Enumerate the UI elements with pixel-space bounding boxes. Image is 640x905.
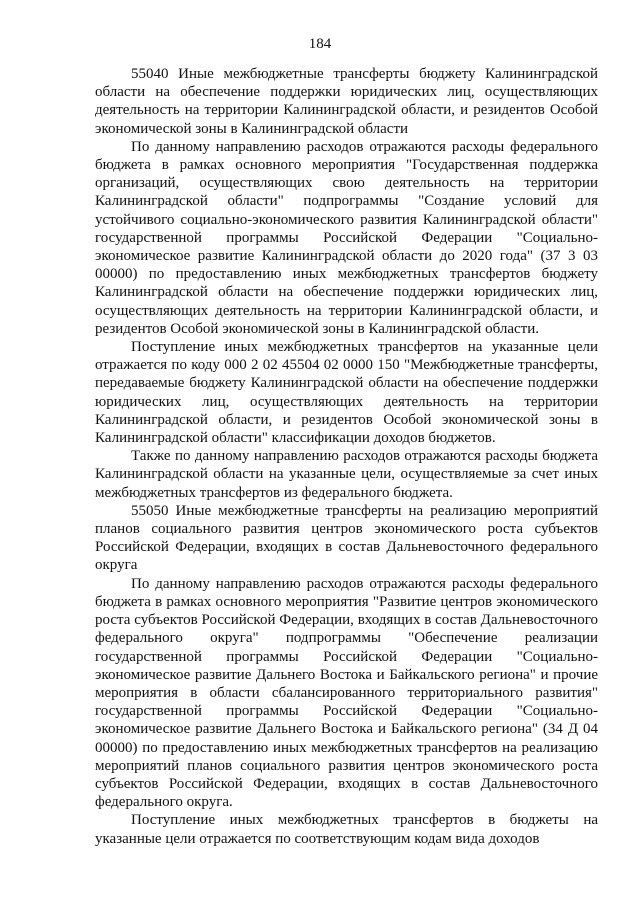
page-number: 184 — [308, 36, 332, 52]
section-heading-55040: 55040 Иные межбюджетные трансферты бюджету Калининградской области на обеспечение поддержки юридических лиц, осуществляющих деятельность на территории Калининградской области, и резидентов Особой экономической зоны в Калининградской области — [95, 66, 598, 137]
paragraph-expenses-55040: По данному направлению расходов отражаются расходы федерального бюджета в рамках основного мероприятия "Государственная поддержка организаций, осуществляющих свою деятельность на территории Калининградской области" подпрограммы "Создание условий для устойчивого социально-экономического развития Калининградской области" государственной программы Российской Федерации "Социально-экономическое развитие Калининградской области до 2020 года" (37 3 03 00000) по предоставлению иных межбюджетных трансфертов бюджету Калининградской области на обеспечение поддержки юридических лиц, осуществляющих деятельность на территории Калининградской области, и резидентов Особой экономической зоны в Калининградской области. — [95, 138, 598, 337]
document-body — [95, 65, 598, 848]
section-heading-55050: 55050 Иные межбюджетные трансферты на реализацию мероприятий планов социального развития центров экономического роста субъектов Российской Федерации, входящих в состав Дальневосточного федерального округа — [95, 502, 598, 574]
paragraph-expenses-55050: По данному направлению расходов отражаются расходы федерального бюджета в рамках основного мероприятия "Развитие центров экономического роста субъектов Российской Федерации, входящих в состав Дальневосточного федерального округа" подпрограммы "Обеспечение реализации государственной программы Российской Федерации "Социально-экономическое развитие Дальнего Востока и Байкальского региона" и прочие мероприятия в области сбалансированного территориального развития" государственной программы Российской Федерации "Социально-экономическое развитие Дальнего Востока и Байкальского региона" (34 Д 04 00000) по предоставлению иных межбюджетных трансфертов на реализацию мероприятий планов социального развития центров экономического роста субъектов Российской Федерации, входящих в состав Дальневосточного федерального округа. — [95, 575, 598, 811]
paragraph-revenue-55040: Поступление иных межбюджетных трансфертов на указанные цели отражается по коду 000 2 02 45504 02 0000 150 "Межбюджетные трансферты, передаваемые бюджету Калининградской области на обеспечение поддержки юридических лиц, осуществляющих деятельность на территории Калининградской области, и резидентов Особой экономической зоны в Калининградской области" классификации доходов бюджетов. — [95, 339, 598, 447]
paragraph-regional-55040: Также по данному направлению расходов отражаются расходы бюджета Калининградской области на указанные цели, осуществляемые за счет иных межбюджетных трансфертов из федерального бюджета. — [95, 448, 598, 501]
paragraph-revenue-55050: Поступление иных межбюджетных трансфертов в бюджеты на указанные цели отражается по соответствующим кодам вида доходов — [95, 812, 598, 847]
